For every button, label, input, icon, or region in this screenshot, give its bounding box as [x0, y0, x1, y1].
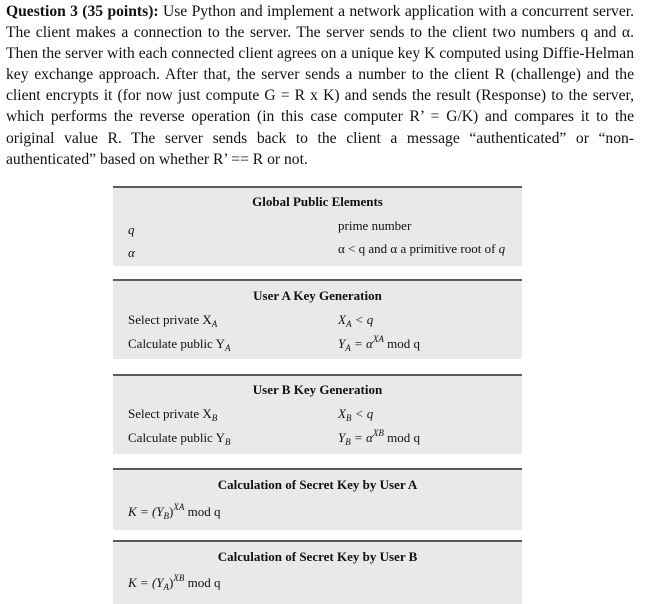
secret-b-title: Calculation of Secret Key by User B [217, 549, 418, 564]
secret-a-title: Calculation of Secret Key by User A [217, 477, 418, 492]
user-b-select-value: $X_B < q$ [338, 406, 374, 423]
user-b-title: User B Key Generation [252, 382, 383, 397]
global-title: Global Public Elements [252, 194, 383, 209]
user-b-calc-label: Calculate public $Y_B$ [128, 430, 231, 447]
user-a-key-generation-panel [113, 279, 522, 359]
secret-b-formula: $K = (Y_A)^{XB}$ mod q [128, 573, 221, 592]
user-b-select-label: Select private $X_B$ [128, 406, 218, 423]
q-symbol: q [128, 222, 135, 237]
user-a-calc-label: Calculate public $Y_A$ [128, 336, 231, 353]
secret-key-user-b-panel [113, 540, 522, 604]
global-public-elements-panel [113, 186, 522, 266]
q-description: prime number [338, 218, 412, 233]
user-a-select-label: Select private $X_A$ [128, 312, 218, 329]
user-b-key-generation-panel [113, 374, 522, 454]
secret-key-user-a-panel [113, 468, 522, 530]
alpha-description: α < q and α a primitive root of q [338, 241, 506, 256]
user-a-select-value: $X_A < q$ [338, 312, 374, 329]
user-b-calc-value: $Y_B = \alpha^{XB}$ mod q [338, 428, 420, 447]
alpha-symbol: α [128, 245, 135, 260]
question-body: Use Python and implement a network application with a concurrent server. The client makes a connection to the server. The server sends to the client two numbers q and α. Then the server with each connected client agrees on a unique key K computed using Diffie-Helman key exchange approach. After that, the server sends a number to the client R (challenge) and the client encrypts it (for now just compute G = R x K) and sends the result (Response) to the server, which performs the reverse operation (in this case computer R’ = G/K) and compares it to the original value R. The server sends back to the client a message “authenticated” or “non-authenticated” based on whether R’ == R or not. [6, 3, 635, 168]
user-a-calc-value: $Y_A = \alpha^{XA}$ mod q [338, 334, 420, 353]
question-heading: Question 3 (35 points): [6, 3, 159, 20]
question-text [6, 1, 634, 170]
secret-a-formula: $K = (Y_B)^{XA}$ mod q [128, 502, 221, 521]
user-a-title: User A Key Generation [253, 288, 382, 303]
